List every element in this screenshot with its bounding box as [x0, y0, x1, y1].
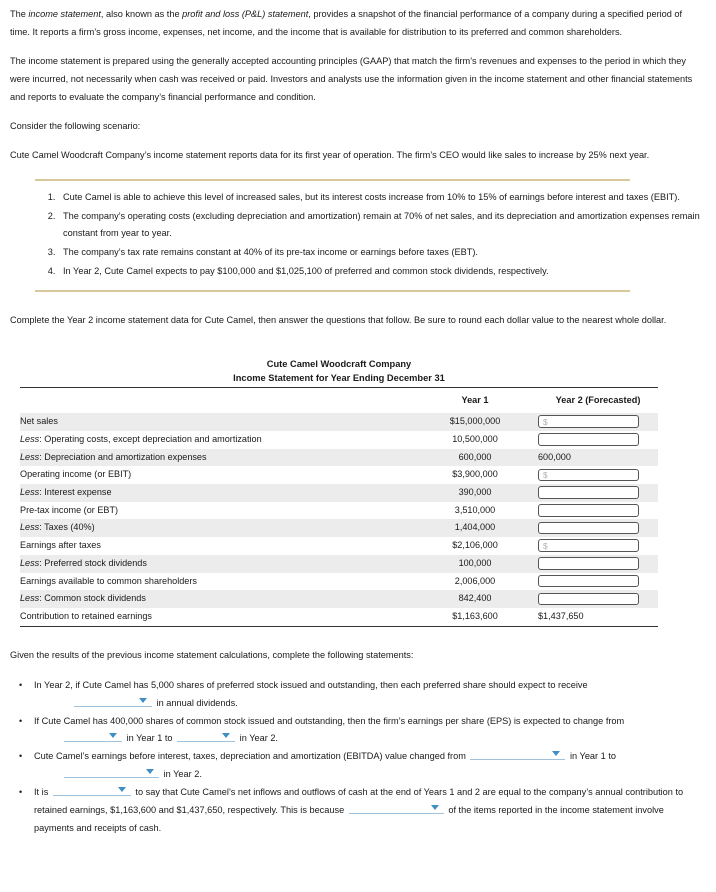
- question-item-cash-flow: [27, 784, 702, 838]
- row-label-text: : Preferred stock dividends: [39, 557, 147, 568]
- row-year2-cell: [538, 484, 658, 502]
- assumption-item: 2. The company’s operating costs (excluding depreciation and amortization) remain at 70% of net sales, and its depreciation and amortization expenses remain constant from year to year.: [58, 208, 702, 244]
- table-row: [20, 573, 658, 591]
- q3-text-c: in Year 2.: [163, 769, 202, 780]
- dropdown-items-quantifier[interactable]: [349, 802, 444, 814]
- year2-value-input[interactable]: [538, 575, 639, 588]
- row-label-cell: [20, 484, 412, 502]
- row-year1-value: 1,404,000: [412, 519, 538, 537]
- chevron-down-icon: [431, 805, 439, 810]
- row-label-cell: [20, 590, 412, 608]
- row-label-emphasis: Less: [20, 486, 40, 497]
- row-year2-cell: [538, 502, 658, 520]
- row-label-cell: [20, 466, 412, 484]
- questions-list: [10, 677, 702, 838]
- q2-text-a: If Cute Camel has 400,000 shares of common stock issued and outstanding, then the firm’s earnings per share (EPS) is expected to change from: [34, 715, 625, 726]
- row-label-emphasis: Less: [20, 451, 40, 462]
- year2-value-input[interactable]: [538, 415, 639, 428]
- q2-answer-line: [34, 730, 702, 748]
- row-year1-value: 100,000: [412, 555, 538, 573]
- row-label-emphasis: Less: [20, 433, 40, 444]
- row-label-text: Contribution to retained earnings: [20, 610, 152, 621]
- task-instruction: Complete the Year 2 income statement data for Cute Camel, then answer the questions that follow. Be sure to round each dollar value to the nearest whole dollar.: [10, 315, 667, 326]
- table-row: [20, 466, 658, 484]
- row-label-cell: [20, 502, 412, 520]
- scenario-description: Cute Camel Woodcraft Company’s income statement reports data for its first year of operation. The firm’s CEO would like sales to increase by 25% next year.: [10, 149, 650, 160]
- intro-p1-part-b: , also known as the: [100, 9, 183, 19]
- table-row: [20, 537, 658, 555]
- dollar-placeholder: $: [543, 540, 548, 551]
- q1-text-b: in annual dividends.: [156, 697, 238, 708]
- dropdown-eps-year2[interactable]: [177, 730, 235, 742]
- row-label-text: Earnings after taxes: [20, 540, 101, 551]
- row-year2-cell: [538, 608, 658, 626]
- row-year1-value: $15,000,000: [412, 413, 538, 431]
- q2-text-c: in Year 2.: [239, 733, 278, 744]
- q3-answer-line: [34, 766, 702, 784]
- table-row: [20, 484, 658, 502]
- assumption-item: 1. Cute Camel is able to achieve this level of increased sales, but its interest costs increase from 10% to 15% of earnings before interest and taxes (EBIT).: [58, 189, 702, 207]
- row-label-cell: [20, 431, 412, 449]
- table-row: [20, 431, 658, 449]
- assumptions-top-rule: [35, 179, 630, 181]
- row-label-text: Operating income (or EBIT): [20, 469, 132, 480]
- dropdown-ebitda-year2[interactable]: [64, 766, 159, 778]
- row-year1-value: $3,900,000: [452, 469, 498, 480]
- assumption-item: 3. The company’s tax rate remains constant at 40% of its pre-tax income or earnings before taxes (EBT).: [58, 244, 702, 262]
- q4-text-c: of the items reported in the income statement involve payments and receipts of cash.: [34, 805, 664, 834]
- row-label-text: : Operating costs, except depreciation and amortization: [39, 433, 262, 444]
- chevron-down-icon: [109, 733, 117, 738]
- row-year1-value: $1,163,600: [412, 608, 538, 626]
- year2-value-input[interactable]: [538, 469, 639, 482]
- year2-value-input[interactable]: [538, 593, 639, 606]
- dropdown-truth-value[interactable]: [53, 784, 131, 796]
- question-item-preferred-dividend: [27, 677, 702, 713]
- income-statement-block: [10, 358, 702, 627]
- row-label-cell: [20, 537, 412, 555]
- row-label-cell: [20, 555, 412, 573]
- intro-p1-part-a: The: [10, 9, 29, 19]
- row-label-emphasis: Less: [20, 522, 40, 533]
- row-year2-cell: [538, 555, 658, 573]
- questions-lead: Given the results of the previous income statement calculations, complete the following statements:: [10, 649, 414, 660]
- q1-text-a: In Year 2, if Cute Camel has 5,000 shares of preferred stock issued and outstanding, then each preferred share should expect to receive: [34, 679, 588, 690]
- row-label-cell: [20, 519, 412, 537]
- chevron-down-icon: [118, 787, 126, 792]
- statement-title: [20, 358, 658, 385]
- q3-text-b: in Year 1 to: [570, 751, 616, 762]
- column-header-year1: Year 1: [412, 388, 538, 413]
- table-row: [20, 555, 658, 573]
- row-year1-value: 2,006,000: [454, 575, 496, 586]
- dropdown-eps-year1[interactable]: [64, 730, 122, 742]
- q4-text-a: It is: [34, 787, 49, 798]
- q4-text-b: to say that Cute Camel’s net inflows and outflows of cash at the end of Years 1 and 2 are equal to the company’s annual contribution to retained earnings, $1,163,600 and $1,437,650, respectively. This is because: [34, 787, 684, 816]
- row-label-text: Net sales: [20, 416, 58, 427]
- table-body: [20, 413, 658, 626]
- intro-paragraph-2: The income statement is prepared using the generally accepted accounting principles (GAAP) that match the firm’s revenues and expenses to the period in which they were incurred, not necessarily when cash was received or paid. Investors and analysts use the information given in the income statement and other financial statements and reports to evaluate the company’s financial performance and condition.: [10, 55, 693, 102]
- row-year2-cell: [538, 466, 658, 484]
- questions-section: [10, 647, 702, 838]
- year2-static-value: 600,000: [538, 451, 571, 462]
- row-label-text: : Common stock dividends: [39, 593, 146, 604]
- year2-static-value: $1,437,650: [538, 610, 584, 621]
- dollar-placeholder: $: [543, 416, 548, 427]
- row-year2-cell: [538, 519, 658, 537]
- table-row: [20, 413, 658, 431]
- year2-value-input[interactable]: [538, 486, 639, 499]
- dropdown-preferred-dividend-per-share[interactable]: [74, 695, 152, 707]
- statement-title-line-2: Income Statement for Year Ending December 31: [233, 372, 445, 383]
- scenario-lead-in: Consider the following scenario:: [10, 120, 141, 131]
- row-year2-cell: [538, 449, 658, 467]
- q2-text-b: in Year 1 to: [126, 733, 173, 744]
- row-label-text: : Taxes (40%): [39, 522, 95, 533]
- row-year2-cell: [538, 413, 658, 431]
- row-year1-value: 390,000: [412, 484, 538, 502]
- row-label-cell: [20, 449, 412, 467]
- column-header-label: [20, 388, 412, 413]
- year2-value-input[interactable]: [538, 557, 639, 570]
- row-year2-cell: [538, 573, 658, 591]
- chevron-down-icon: [146, 769, 154, 774]
- row-year2-cell: [538, 431, 658, 449]
- intro-p1-part-c: , provides a snapshot of the financial performance of a company during a specified period of time. It reports a firm’s gross income, expenses, net income, and the income that is available for distribution to its preferred and common shareholders.: [10, 9, 683, 37]
- table-header-row: [20, 388, 658, 413]
- row-year1-value: 842,400: [412, 590, 538, 608]
- row-year1-value: 600,000: [412, 449, 538, 467]
- question-item-eps: [27, 713, 702, 749]
- chevron-down-icon: [552, 751, 560, 756]
- assumptions-block: [10, 179, 702, 293]
- income-statement-table: [20, 387, 658, 627]
- assumption-item: 4. In Year 2, Cute Camel expects to pay $100,000 and $1,025,100 of preferred and common stock dividends, respectively.: [58, 263, 702, 281]
- table-row: [20, 590, 658, 608]
- table-row: [20, 519, 658, 537]
- row-year1-value: 3,510,000: [454, 504, 496, 515]
- row-label-emphasis: Less: [20, 557, 40, 568]
- dollar-placeholder: $: [543, 469, 548, 480]
- year2-value-input[interactable]: [538, 433, 639, 446]
- assumptions-bottom-rule: [35, 290, 630, 292]
- q3-text-a: Cute Camel’s earnings before interest, taxes, depreciation and amortization (EBITDA) value changed from: [34, 751, 466, 762]
- year2-value-input[interactable]: [538, 522, 639, 535]
- row-year2-cell: [538, 537, 658, 555]
- question-item-ebitda: [27, 748, 702, 784]
- year2-value-input[interactable]: [538, 504, 639, 517]
- row-label-text: Pre-tax income (or EBT): [20, 504, 119, 515]
- intro-p1-emphasis-1: income statement: [28, 9, 101, 19]
- row-label-text: : Interest expense: [39, 486, 112, 497]
- row-label-emphasis: Less: [20, 593, 40, 604]
- statement-title-line-1: Cute Camel Woodcraft Company: [266, 359, 412, 370]
- row-label-cell: [20, 413, 412, 431]
- column-header-year2: Year 2 (Forecasted): [538, 388, 658, 413]
- row-label-cell: [20, 608, 412, 626]
- assumptions-list: [10, 189, 702, 282]
- year2-value-input[interactable]: [538, 539, 639, 552]
- chevron-down-icon: [139, 698, 147, 703]
- intro-p1-emphasis-2: profit and loss (P&L) statement: [182, 9, 309, 19]
- row-year1-value: 10,500,000: [452, 433, 498, 444]
- row-label-text: Earnings available to common shareholders: [20, 575, 197, 586]
- chevron-down-icon: [222, 733, 230, 738]
- row-label-cell: [20, 573, 412, 591]
- table-row: [20, 449, 658, 467]
- table-row: [20, 608, 658, 626]
- q1-answer-line: [34, 695, 702, 713]
- row-year2-cell: [538, 590, 658, 608]
- table-row: [20, 502, 658, 520]
- row-year1-value: $2,106,000: [452, 540, 498, 551]
- row-label-text: : Depreciation and amortization expenses: [39, 451, 207, 462]
- intro-paragraph-1: [10, 6, 702, 42]
- dropdown-ebitda-year1[interactable]: [470, 748, 565, 760]
